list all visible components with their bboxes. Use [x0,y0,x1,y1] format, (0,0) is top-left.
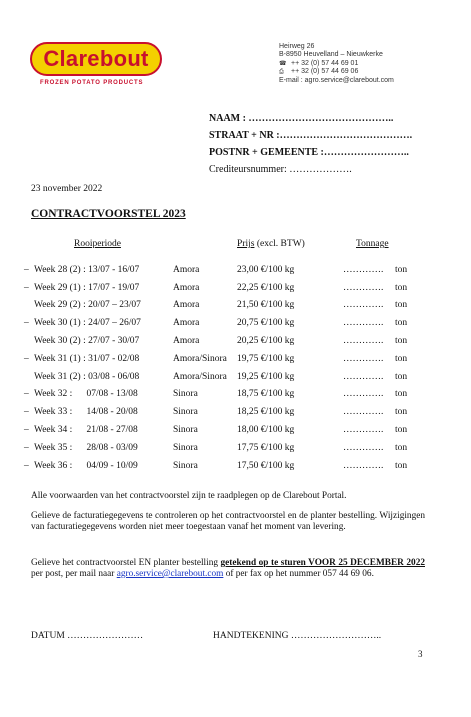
row-bullet: – [24,318,29,329]
row-unit: ton [395,282,408,293]
fax-icon: ⎙ [279,69,284,76]
row-bullet [24,297,34,315]
crediteur-field[interactable]: Crediteursnummer: ………………. [209,164,352,175]
row-variety: Sinora [173,425,198,436]
header-prijs-suffix: (excl. BTW) [254,239,305,249]
instructions-part-3: of per fax op het nummer 057 44 69 06. [223,569,374,579]
row-price: 19,75 €/100 kg [237,353,295,364]
datum-field[interactable]: DATUM …………………… [31,631,144,641]
row-variety: Sinora [173,389,198,400]
row-tonnage-blank[interactable]: …………. [343,371,384,382]
table-row [24,279,407,297]
row-week: Week 34 : 21/08 - 27/08 [34,425,138,436]
document-date: 23 november 2022 [31,184,103,194]
row-tonnage-blank[interactable]: …………. [343,425,384,436]
row-price: 17,75 €/100 kg [237,442,295,453]
company-address [279,43,394,85]
table-row [24,261,407,279]
row-bullet: – [24,442,29,453]
header-rooiperiode: Rooiperiode [74,239,121,249]
naam-field[interactable]: NAAM : …………………………………….. [209,113,394,124]
row-week: Week 33 : 14/08 - 20/08 [34,407,138,418]
logo-brand: Clarebout [43,46,149,71]
address-phone: ++ 32 (0) 57 44 69 01 [291,59,359,67]
row-tonnage-blank[interactable]: …………. [343,353,384,364]
row-unit: ton [395,318,408,329]
row-price: 17,50 €/100 kg [237,460,295,471]
row-price: 20,75 €/100 kg [237,318,295,329]
table-row [24,332,407,350]
row-tonnage-blank[interactable]: …………. [343,318,384,329]
row-unit: ton [395,389,408,400]
price-table [24,261,407,475]
row-variety: Amora [173,336,200,347]
email-link[interactable]: agro.service@clarebout.com [116,569,224,579]
row-week: Week 29 (2) : 20/07 – 23/07 [34,300,141,311]
table-row [24,421,407,439]
row-price: 21,50 €/100 kg [237,300,295,311]
handtekening-field[interactable]: HANDTEKENING ……………………….. [213,631,382,641]
row-variety: Amora/Sinora [173,371,227,382]
row-tonnage-blank[interactable]: …………. [343,300,384,311]
row-tonnage-blank[interactable]: …………. [343,389,384,400]
row-price: 23,00 €/100 kg [237,264,295,275]
row-week: Week 31 (1) : 31/07 - 02/08 [34,353,140,364]
instructions-part-2: per post, per mail naar [31,569,117,579]
table-row [24,457,407,475]
row-bullet: – [24,407,29,418]
address-street: Heirweg 26 [279,43,315,50]
row-week: Week 29 (1) : 17/07 - 19/07 [34,282,140,293]
row-week: Week 36 : 04/09 - 10/09 [34,460,138,471]
straat-field[interactable]: STRAAT + NR :…………………………………. [209,130,413,141]
row-tonnage-blank[interactable]: …………. [343,336,384,347]
row-tonnage-blank[interactable]: …………. [343,407,384,418]
row-variety: Sinora [173,460,198,471]
paragraph-instructions [31,558,425,580]
document-title: CONTRACTVOORSTEL 2023 [31,208,186,220]
row-bullet: – [24,264,29,275]
table-row [24,403,407,421]
row-unit: ton [395,442,408,453]
instructions-deadline: VOOR 25 DECEMBER 2022 [308,558,425,568]
row-bullet: – [24,282,29,293]
row-unit: ton [395,353,408,364]
row-bullet: – [24,425,29,436]
row-unit: ton [395,425,408,436]
paragraph-conditions: Alle voorwaarden van het contractvoorstel zijn te raadplegen op de Clarebout Portal. [31,491,347,501]
paragraph-billing: Gelieve de facturatiegegevens te controleren op het contractvoorstel en de planter bestelling. Wijzigingen van facturatiegegevens worden niet meer toegestaan vanaf het moment van levering. [31,511,425,532]
row-tonnage-blank[interactable]: …………. [343,460,384,471]
row-week: Week 35 : 28/08 - 03/09 [34,442,138,453]
row-unit: ton [395,407,408,418]
row-variety: Sinora [173,442,198,453]
row-price: 18,75 €/100 kg [237,389,295,400]
row-bullet [24,332,34,350]
row-variety: Amora [173,282,200,293]
row-variety: Amora [173,300,200,311]
header-prijs [237,239,305,249]
table-row [24,350,407,368]
phone-icon: ☎ [279,60,287,67]
row-week: Week 31 (2) : 03/08 - 06/08 [34,371,140,382]
header-tonnage: Tonnage [356,239,389,249]
table-row [24,439,407,457]
row-tonnage-blank[interactable]: …………. [343,282,384,293]
customer-fields [209,113,412,181]
row-tonnage-blank[interactable]: …………. [343,264,384,275]
header-prijs-label: Prijs [237,239,255,249]
row-variety: Sinora [173,407,198,418]
table-row [24,297,407,315]
row-bullet: – [24,460,29,471]
postnr-field[interactable]: POSTNR + GEMEENTE :…………………….. [209,147,409,158]
address-fax: ++ 32 (0) 57 44 69 06 [291,68,359,76]
table-row [24,386,407,404]
row-unit: ton [395,336,408,347]
clarebout-logo [30,42,162,76]
row-bullet [24,368,34,386]
table-row [24,314,407,332]
row-week: Week 28 (2) : 13/07 - 16/07 [34,264,140,275]
instructions-part-1: Gelieve het contractvoorstel EN planter bestelling [31,558,221,568]
logo-tagline: FROZEN POTATO PRODUCTS [40,80,144,86]
row-price: 19,25 €/100 kg [237,371,295,382]
row-bullet: – [24,353,29,364]
row-week: Week 30 (1) : 24/07 – 26/07 [34,318,141,329]
row-price: 22,25 €/100 kg [237,282,295,293]
row-unit: ton [395,264,408,275]
row-unit: ton [395,300,408,311]
page-number: 3 [418,649,423,659]
row-price: 18,00 €/100 kg [237,425,295,436]
row-unit: ton [395,460,408,471]
row-price: 18,25 €/100 kg [237,407,295,418]
row-price: 20,25 €/100 kg [237,336,295,347]
row-variety: Amora/Sinora [173,353,227,364]
row-week: Week 30 (2) : 27/07 - 30/07 [34,336,140,347]
row-variety: Amora [173,318,200,329]
row-bullet: – [24,389,29,400]
table-row [24,368,407,386]
instructions-signed: getekend op te sturen [220,558,309,568]
row-tonnage-blank[interactable]: …………. [343,442,384,453]
address-email: E-mail : agro.service@clarebout.com [279,76,394,84]
address-city: B-8950 Heuvelland – Nieuwkerke [279,51,383,59]
row-week: Week 32 : 07/08 - 13/08 [34,389,138,400]
row-variety: Amora [173,264,200,275]
row-unit: ton [395,371,408,382]
